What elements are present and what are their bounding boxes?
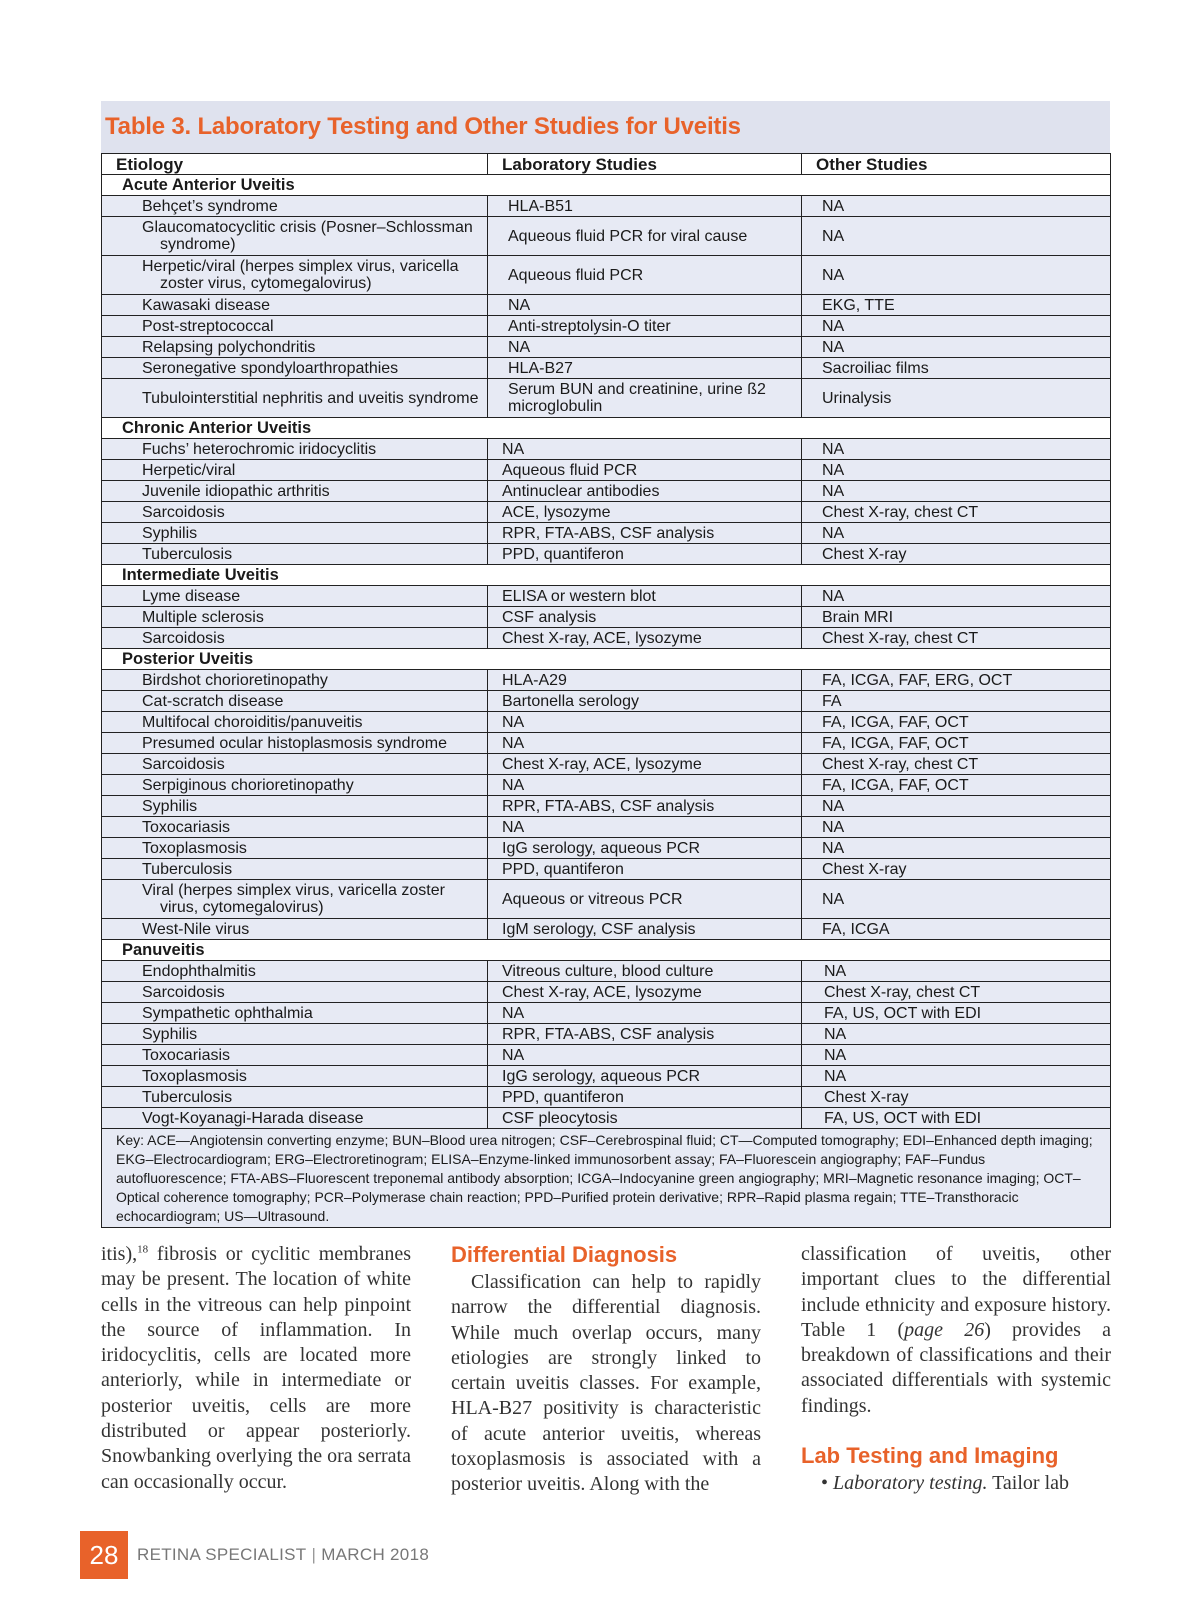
table-row bbox=[102, 586, 1111, 607]
lab-cell: PPD, quantiferon bbox=[488, 544, 802, 565]
etiology-cell: Toxocariasis bbox=[102, 817, 488, 838]
lab-cell: Aqueous fluid PCR bbox=[488, 256, 802, 295]
other-cell: NA bbox=[802, 1045, 1111, 1066]
etiology-cell: Multiple sclerosis bbox=[102, 607, 488, 628]
etiology-cell: Herpetic/viral (herpes simplex virus, varicella zoster virus, cytomegalovirus) bbox=[142, 258, 459, 292]
table-row bbox=[102, 1024, 1111, 1045]
other-cell: FA, ICGA, FAF, OCT bbox=[802, 712, 1111, 733]
table-body bbox=[102, 175, 1111, 1228]
etiology-cell: Serpiginous chorioretinopathy bbox=[102, 775, 488, 796]
etiology-cell: Sarcoidosis bbox=[102, 628, 488, 649]
other-cell: Chest X-ray bbox=[802, 859, 1111, 880]
lab-cell: Vitreous culture, blood culture bbox=[488, 961, 802, 982]
lab-cell: Anti-streptolysin-O titer bbox=[488, 316, 802, 337]
lab-cell: Aqueous fluid PCR bbox=[488, 460, 802, 481]
etiology-cell: Glaucomatocyclitic crisis (Posner–Schlossman syndrome) bbox=[142, 219, 473, 253]
table-row bbox=[102, 733, 1111, 754]
other-cell: FA, US, OCT with EDI bbox=[802, 1108, 1111, 1129]
etiology-cell: Relapsing polychondritis bbox=[102, 337, 488, 358]
footer-separator: | bbox=[311, 1545, 317, 1564]
section-row bbox=[102, 649, 1111, 670]
table-row bbox=[102, 1087, 1111, 1108]
other-cell: FA, ICGA, FAF, ERG, OCT bbox=[802, 670, 1111, 691]
etiology-cell: Toxocariasis bbox=[102, 1045, 488, 1066]
etiology-cell: Syphilis bbox=[102, 523, 488, 544]
table-row bbox=[102, 1066, 1111, 1087]
other-cell: FA bbox=[802, 691, 1111, 712]
other-cell: FA, ICGA, FAF, OCT bbox=[802, 733, 1111, 754]
section-name: Chronic Anterior Uveitis bbox=[102, 418, 1111, 439]
other-cell: NA bbox=[802, 217, 1111, 256]
table-row bbox=[102, 775, 1111, 796]
section-name: Panuveitis bbox=[102, 940, 1111, 961]
table-row bbox=[102, 316, 1111, 337]
lab-cell: NA bbox=[488, 817, 802, 838]
table-row bbox=[102, 358, 1111, 379]
other-cell: Brain MRI bbox=[802, 607, 1111, 628]
lab-cell: Serum BUN and creatinine, urine ß2 microglobulin bbox=[488, 379, 802, 418]
etiology-cell: Presumed ocular histoplasmosis syndrome bbox=[102, 733, 488, 754]
lab-cell: CSF pleocytosis bbox=[488, 1108, 802, 1129]
etiology-cell: Juvenile idiopathic arthritis bbox=[102, 481, 488, 502]
table-row bbox=[102, 754, 1111, 775]
page-footer bbox=[80, 1531, 429, 1579]
other-cell: Chest X-ray, chest CT bbox=[802, 754, 1111, 775]
table-row bbox=[102, 817, 1111, 838]
table-row bbox=[102, 919, 1111, 940]
table-title: Table 3. Laboratory Testing and Other Studies for Uveitis bbox=[105, 113, 741, 140]
lab-cell: CSF analysis bbox=[488, 607, 802, 628]
section-row bbox=[102, 418, 1111, 439]
col3-text-start: classification of uveitis, other important clues to the differential include ethnicity and exposure history. Table 1 ( bbox=[801, 1243, 1111, 1341]
table-row bbox=[102, 502, 1111, 523]
etiology-cell: Sarcoidosis bbox=[102, 982, 488, 1003]
lab-cell: NA bbox=[488, 712, 802, 733]
other-cell: Chest X-ray bbox=[802, 544, 1111, 565]
table-row bbox=[102, 670, 1111, 691]
section-row bbox=[102, 565, 1111, 586]
other-cell: NA bbox=[802, 880, 1111, 919]
table-row bbox=[102, 1003, 1111, 1024]
etiology-cell: Tuberculosis bbox=[102, 544, 488, 565]
lab-cell: NA bbox=[488, 1045, 802, 1066]
table-row bbox=[102, 439, 1111, 460]
etiology-cell: Endophthalmitis bbox=[102, 961, 488, 982]
etiology-cell: Behçet’s syndrome bbox=[102, 196, 488, 217]
lab-cell: Chest X-ray, ACE, lysozyme bbox=[488, 982, 802, 1003]
table-row bbox=[102, 880, 1111, 919]
page-number: 28 bbox=[80, 1531, 128, 1579]
table-row bbox=[102, 691, 1111, 712]
etiology-cell: Cat-scratch disease bbox=[102, 691, 488, 712]
lab-cell: HLA-A29 bbox=[488, 670, 802, 691]
etiology-cell: Sarcoidosis bbox=[102, 502, 488, 523]
other-cell: NA bbox=[802, 838, 1111, 859]
other-cell: NA bbox=[802, 460, 1111, 481]
other-cell: Chest X-ray, chest CT bbox=[802, 502, 1111, 523]
etiology-cell: Sarcoidosis bbox=[102, 754, 488, 775]
lab-table bbox=[101, 153, 1111, 1228]
bullet-lead: Laboratory testing. bbox=[833, 1472, 988, 1495]
etiology-cell: Seronegative spondyloarthropathies bbox=[102, 358, 488, 379]
section-name: Intermediate Uveitis bbox=[102, 565, 1111, 586]
col1-text-rest: fibrosis or cyclitic membranes may be present. The location of white cells in the vitreous can help pinpoint the source of inflammation. In iridocyclitis, cells are located more anteriorly, while in intermediate or posterior uveitis, cells are more distributed or appear posteriorly. Snowbanking overlying the ora serrata can occasionally occur. bbox=[101, 1243, 411, 1493]
table-title-bar bbox=[101, 101, 1110, 153]
table-key-row bbox=[102, 1129, 1111, 1228]
issue-date: MARCH 2018 bbox=[321, 1545, 430, 1564]
header-laboratory-studies: Laboratory Studies bbox=[488, 154, 802, 175]
lab-cell: RPR, FTA-ABS, CSF analysis bbox=[488, 796, 802, 817]
table-row bbox=[102, 544, 1111, 565]
etiology-cell: Tuberculosis bbox=[102, 859, 488, 880]
other-cell: NA bbox=[802, 961, 1111, 982]
etiology-cell: Birdshot chorioretinopathy bbox=[102, 670, 488, 691]
table-row bbox=[102, 481, 1111, 502]
table-row bbox=[102, 838, 1111, 859]
other-cell: Chest X-ray bbox=[802, 1087, 1111, 1108]
body-columns bbox=[101, 1242, 1111, 1498]
table-row bbox=[102, 379, 1111, 418]
table-row bbox=[102, 859, 1111, 880]
table-row bbox=[102, 196, 1111, 217]
body-column-2 bbox=[451, 1242, 761, 1498]
other-cell: NA bbox=[802, 1066, 1111, 1087]
publication-name: RETINA SPECIALIST bbox=[137, 1545, 307, 1564]
other-cell: NA bbox=[802, 256, 1111, 295]
etiology-cell: Toxoplasmosis bbox=[102, 1066, 488, 1087]
other-cell: FA, ICGA bbox=[802, 919, 1111, 940]
header-etiology: Etiology bbox=[102, 154, 488, 175]
column-3-paragraph bbox=[801, 1242, 1111, 1419]
lab-cell: RPR, FTA-ABS, CSF analysis bbox=[488, 523, 802, 544]
lab-cell: Aqueous or vitreous PCR bbox=[488, 880, 802, 919]
lab-cell: NA bbox=[488, 337, 802, 358]
other-cell: NA bbox=[802, 196, 1111, 217]
lab-cell: RPR, FTA-ABS, CSF analysis bbox=[488, 1024, 802, 1045]
lab-cell: HLA-B27 bbox=[488, 358, 802, 379]
lab-cell: Chest X-ray, ACE, lysozyme bbox=[488, 628, 802, 649]
other-cell: Chest X-ray, chest CT bbox=[802, 982, 1111, 1003]
lab-cell: IgM serology, CSF analysis bbox=[488, 919, 802, 940]
lab-cell: Aqueous fluid PCR for viral cause bbox=[488, 217, 802, 256]
other-cell: FA, US, OCT with EDI bbox=[802, 1003, 1111, 1024]
etiology-cell: Tuberculosis bbox=[102, 1087, 488, 1108]
lab-cell: NA bbox=[488, 1003, 802, 1024]
lab-testing-heading: Lab Testing and Imaging bbox=[801, 1443, 1059, 1469]
other-cell: FA, ICGA, FAF, OCT bbox=[802, 775, 1111, 796]
table-row bbox=[102, 523, 1111, 544]
table-row bbox=[102, 1108, 1111, 1129]
lab-cell: IgG serology, aqueous PCR bbox=[488, 838, 802, 859]
etiology-cell: Syphilis bbox=[102, 796, 488, 817]
header-other-studies: Other Studies bbox=[802, 154, 1111, 175]
lab-cell: NA bbox=[488, 439, 802, 460]
other-cell: NA bbox=[802, 439, 1111, 460]
other-cell: NA bbox=[802, 481, 1111, 502]
lab-cell: Antinuclear antibodies bbox=[488, 481, 802, 502]
lab-cell: NA bbox=[488, 775, 802, 796]
bullet-mark: • bbox=[821, 1472, 829, 1495]
table-row bbox=[102, 628, 1111, 649]
section-name: Posterior Uveitis bbox=[102, 649, 1111, 670]
table-row bbox=[102, 256, 1111, 295]
body-column-1 bbox=[101, 1242, 411, 1498]
table-row bbox=[102, 337, 1111, 358]
other-cell: NA bbox=[802, 523, 1111, 544]
etiology-cell: Vogt-Koyanagi-Harada disease bbox=[102, 1108, 488, 1129]
etiology-cell: Fuchs’ heterochromic iridocyclitis bbox=[102, 439, 488, 460]
col3-text-rest: ) provides a breakdown of classifications and their associated differentials with systemic findings. bbox=[801, 1318, 1111, 1417]
table-row bbox=[102, 295, 1111, 316]
table-row bbox=[102, 961, 1111, 982]
table-header-row bbox=[102, 154, 1111, 175]
table-row bbox=[102, 460, 1111, 481]
lab-cell: Chest X-ray, ACE, lysozyme bbox=[488, 754, 802, 775]
other-cell: NA bbox=[802, 586, 1111, 607]
other-cell: Sacroiliac films bbox=[802, 358, 1111, 379]
lab-cell: NA bbox=[488, 733, 802, 754]
other-cell: NA bbox=[802, 817, 1111, 838]
table-row bbox=[102, 982, 1111, 1003]
etiology-cell: Multifocal choroiditis/panuveitis bbox=[102, 712, 488, 733]
body-column-3 bbox=[801, 1242, 1111, 1498]
other-cell: NA bbox=[802, 337, 1111, 358]
other-cell: Urinalysis bbox=[802, 379, 1111, 418]
lab-cell: NA bbox=[488, 295, 802, 316]
lab-cell: ACE, lysozyme bbox=[488, 502, 802, 523]
lab-cell: IgG serology, aqueous PCR bbox=[488, 1066, 802, 1087]
etiology-cell: Viral (herpes simplex virus, varicella zoster virus, cytomegalovirus) bbox=[142, 882, 445, 916]
etiology-cell: Syphilis bbox=[102, 1024, 488, 1045]
table-row bbox=[102, 796, 1111, 817]
lab-cell: Bartonella serology bbox=[488, 691, 802, 712]
lab-cell: PPD, quantiferon bbox=[488, 1087, 802, 1108]
running-footer bbox=[137, 1545, 429, 1565]
etiology-cell: Toxoplasmosis bbox=[102, 838, 488, 859]
lab-cell: PPD, quantiferon bbox=[488, 859, 802, 880]
uveitis-table bbox=[101, 101, 1110, 1228]
etiology-cell: Sympathetic ophthalmia bbox=[102, 1003, 488, 1024]
lab-cell: HLA-B51 bbox=[488, 196, 802, 217]
section-name: Acute Anterior Uveitis bbox=[102, 175, 1111, 196]
other-cell: Chest X-ray, chest CT bbox=[802, 628, 1111, 649]
reference-superscript: 18 bbox=[137, 1243, 149, 1256]
table-row bbox=[102, 1045, 1111, 1066]
page-reference: page 26 bbox=[904, 1318, 985, 1341]
other-cell: NA bbox=[802, 796, 1111, 817]
bullet-item bbox=[801, 1471, 1111, 1496]
section-row bbox=[102, 940, 1111, 961]
etiology-cell: Herpetic/viral bbox=[102, 460, 488, 481]
other-cell: EKG, TTE bbox=[802, 295, 1111, 316]
etiology-cell: Tubulointerstitial nephritis and uveitis syndrome bbox=[102, 379, 488, 418]
differential-diagnosis-heading: Differential Diagnosis bbox=[451, 1242, 678, 1267]
etiology-cell: Kawasaki disease bbox=[102, 295, 488, 316]
table-key: Key: ACE—Angiotensin converting enzyme; BUN–Blood urea nitrogen; CSF–Cerebrospinal fluid; CT—Computed tomography; EDI–Enhanced depth imaging; EKG–Electrocardiogram; ERG–Electroretinogram; ELISA–Enzyme-linked immunosorbent assay; FA–Fluorescein angiography; FAF–Fundus autofluorescence; FTA-ABS–Fluorescent treponemal antibody absorption; ICGA–Indocyanine green angiography; MRI–Magnetic resonance imaging; OCT–Optical coherence tomography; PCR–Polymerase chain reaction; PPD–Purified protein derivative; RPR–Rapid plasma regain; TTE–Transthoracic echocardiogram; US—Ultrasound. bbox=[102, 1129, 1111, 1228]
other-cell: NA bbox=[802, 1024, 1111, 1045]
section-row bbox=[102, 175, 1111, 196]
etiology-cell: West-Nile virus bbox=[102, 919, 488, 940]
col1-text-start: itis), bbox=[101, 1243, 138, 1265]
table-row bbox=[102, 607, 1111, 628]
bullet-text: Tailor lab bbox=[987, 1472, 1070, 1495]
column-1-paragraph bbox=[101, 1242, 411, 1495]
lab-cell: ELISA or western blot bbox=[488, 586, 802, 607]
other-cell: NA bbox=[802, 316, 1111, 337]
etiology-cell: Post-streptococcal bbox=[102, 316, 488, 337]
table-row bbox=[102, 217, 1111, 256]
table-row bbox=[102, 712, 1111, 733]
column-2-paragraph: Classification can help to rapidly narrow the differential diagnosis. While much overlap occurs, many etiologies are strongly linked to certain uveitis classes. For example, HLA-B27 positivity is characteristic of acute anterior uveitis, whereas toxoplasmosis is associated with a posterior uveitis. Along with the bbox=[451, 1271, 761, 1496]
etiology-cell: Lyme disease bbox=[102, 586, 488, 607]
